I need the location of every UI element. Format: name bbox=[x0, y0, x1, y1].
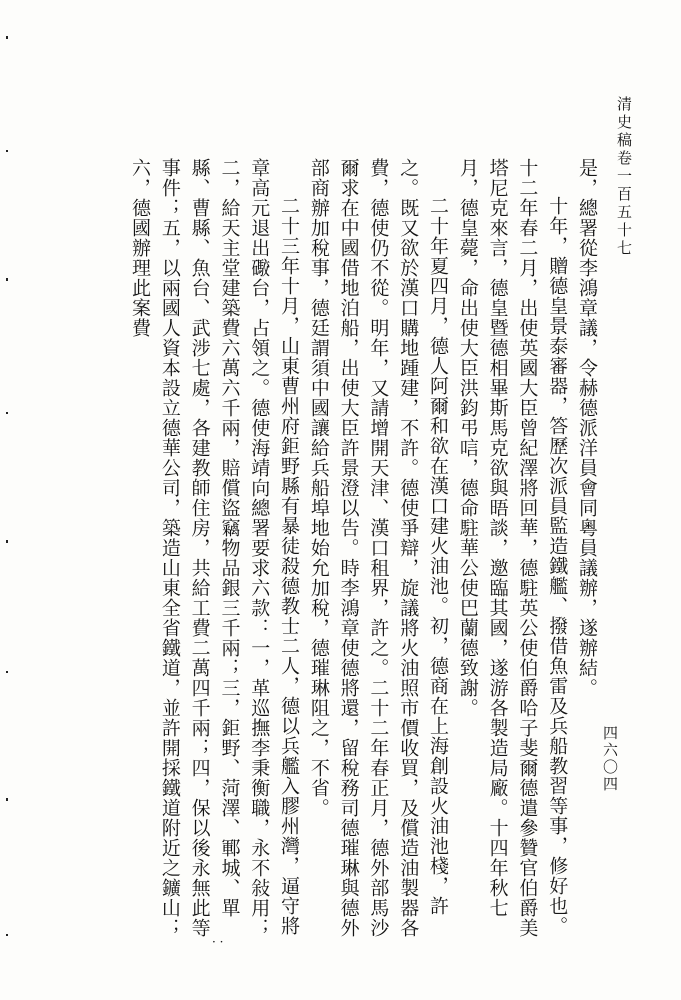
stray-marks: · · bbox=[212, 935, 224, 949]
page-number: 四六〇四 bbox=[601, 725, 619, 793]
main-text bbox=[61, 158, 601, 938]
running-header: 清史稿卷一百五十七 bbox=[615, 96, 633, 258]
paragraph: 二十年夏四月，德人阿爾和欲在漢口建火油池。初，德商在上海創設火油池棧，許之。既又欲於漢口購地踵建，不許。德使爭辯，旋議將火油照市價收買，及償造油製器各費，德使仍不從。明年，又請增開天津、漢口租界，許之。二十二年春正月，德外部馬沙爾求在中國借地泊船，出使大臣許景澄以告。時李鴻章使德將還，留稅務司德璀琳與德外部商辦加稅事，德廷謂須中國讓給兵船埠地始允加稅，德璀琳阻之，不省。 bbox=[307, 158, 450, 938]
paragraph: 十年，贈德皇景泰審器，答歷次派員監造鐵艦、撥借魚雷及兵船教習等事，修好也。十二年春二月，出使英國大臣曾紀澤將回華，德駐英公使伯爵哈子斐爾德遣參贊官伯爵美塔尼克來言，德皇暨德相畢斯馬克欲與晤談，邀臨其國，遂游各製造局廠。十四年秋七月，德皇薨，命出使大臣洪鈞弔唁，德命駐華公使巴蘭德致謝。 bbox=[456, 158, 569, 938]
paragraph-continuation: 是，總署從李鴻章議，令赫德派洋員會同粵員議辦，遂辦結。 bbox=[576, 158, 598, 698]
binding-gutter bbox=[0, 0, 14, 1000]
paragraph: 二十三年十月，山東曹州府鉅野縣有暴徒殺德教士二人，德以兵艦入膠州灣，逼守將章高元退出礮台，占領之。德使海靖向總署要求六款：一，革巡撫李秉衡職，永不敍用；二，給天主堂建築費六萬六千兩，賠償盜竊物品銀三千兩；三，鉅野、菏澤、鄆城、單縣、曹縣、魚台、武涉七處，各建教師住房，共給工費二萬四千兩；四，保以後永無此等事件；五，以兩國人資本設立德華公司，築造山東全省鐵道，並許開採鐵道附近之鑛山；六，德國辦理此案費 bbox=[129, 158, 301, 938]
